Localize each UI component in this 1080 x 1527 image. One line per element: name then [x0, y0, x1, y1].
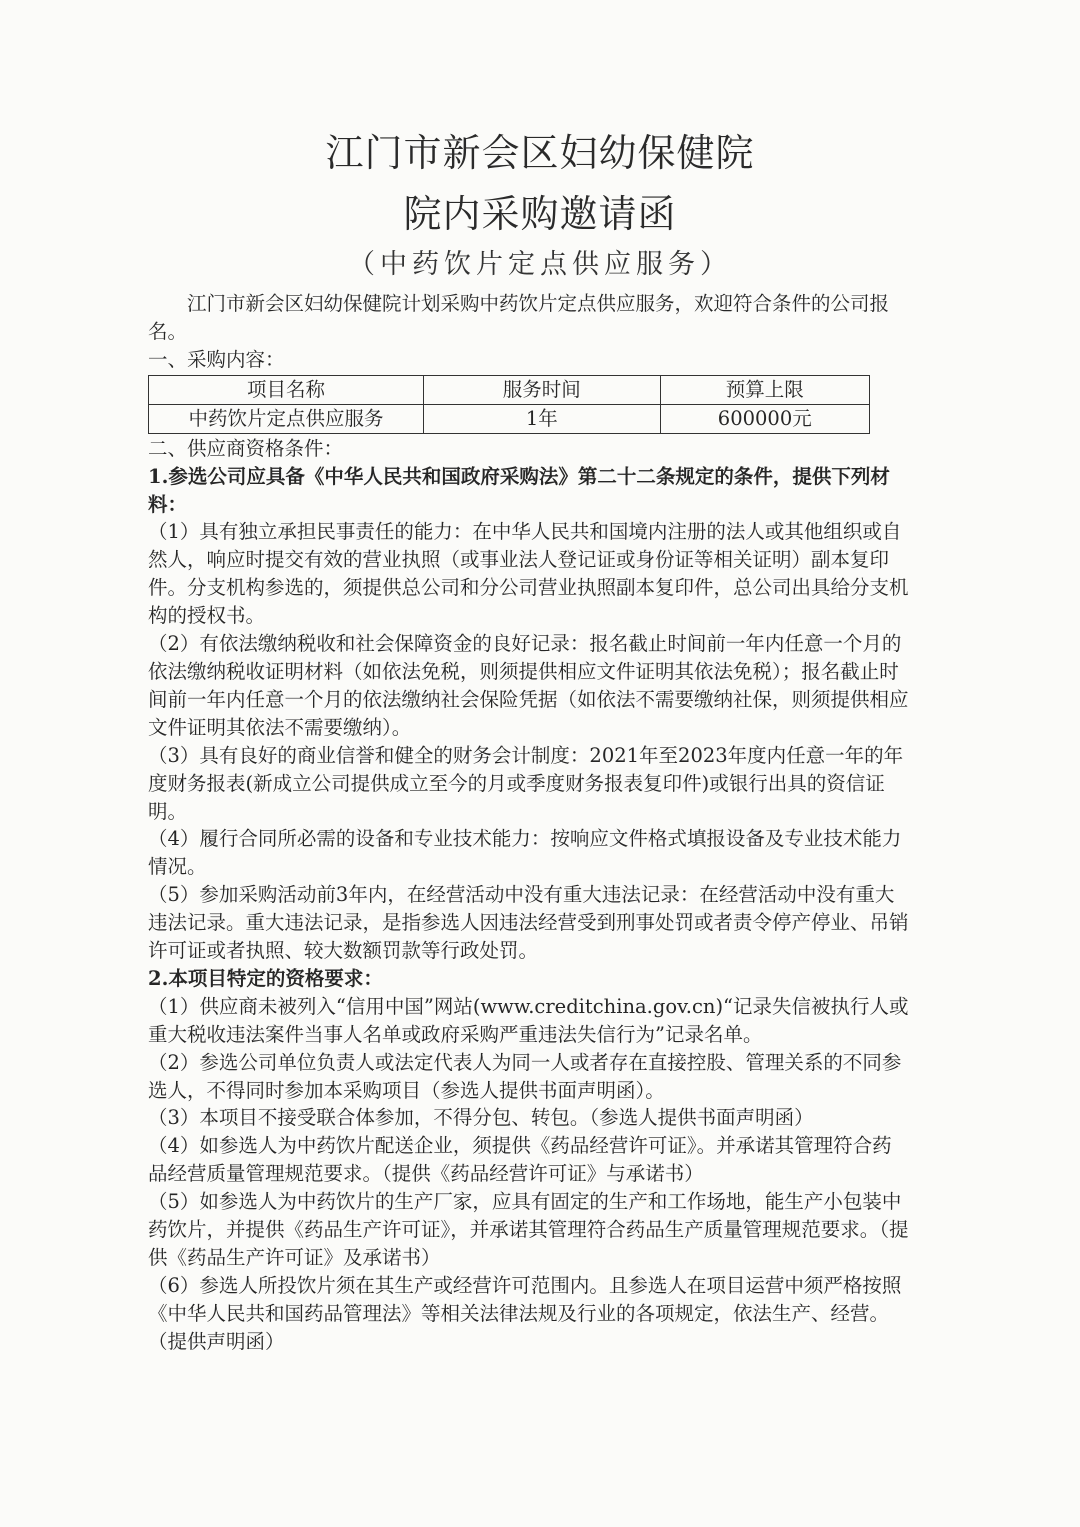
subsection-heading-specific-requirements: 2.本项目特定的资格要求：	[148, 966, 383, 990]
procurement-table	[148, 375, 870, 434]
qualification-item: （2）有依法缴纳税收和社会保障资金的良好记录：报名截止时间前一年内任意一个月的依法缴纳税收证明材料（如依法免税，则须提供相应文件证明其依法免税）；报名截止时间前一年内任意一个月的依法缴纳社会保险凭据（如依法不需要缴纳社保，则须提供相应文件证明其依法不需要缴纳）。	[148, 632, 909, 739]
table-row	[149, 404, 870, 433]
document-body	[148, 290, 910, 1356]
document-subtitle: （中药饮片定点供应服务）	[348, 249, 732, 280]
subsection-heading-general-conditions: 1.参选公司应具备《中华人民共和国政府采购法》第二十二条规定的条件，提供下列材料：	[148, 464, 890, 516]
section-heading-supplier-qualifications: 二、供应商资格条件：	[148, 436, 344, 460]
document-title-hospital: 江门市新会区妇幼保健院	[325, 131, 755, 175]
requirement-item: （6）参选人所投饮片须在其生产或经营许可范围内。且参选人在项目运营中须严格按照《中华人民共和国药品管理法》等相关法律法规及行业的各项规定，依法生产、经营。（提供声明函）	[148, 1273, 902, 1353]
table-cell-budget-limit: 600000元	[660, 404, 869, 433]
qualification-item: （5）参加采购活动前3年内，在经营活动中没有重大违法记录：在经营活动中没有重大违法记录。重大违法记录，是指参选人因违法经营受到刑事处罚或者责令停产停业、吊销许可证或者执照、较大数额罚款等行政处罚。	[148, 883, 909, 963]
table-header-budget-limit: 预算上限	[660, 375, 869, 404]
intro-paragraph: 江门市新会区妇幼保健院计划采购中药饮片定点供应服务，欢迎符合条件的公司报名。	[148, 292, 890, 343]
document-title-invitation: 院内采购邀请函	[403, 192, 677, 236]
qualification-item: （3）具有良好的商业信誉和健全的财务会计制度：2021年至2023年度内任意一年的年度财务报表(新成立公司提供成立至今的月或季度财务报表复印件)或银行出具的资信证明。	[148, 743, 904, 823]
requirement-item: （4）如参选人为中药饮片配送企业，须提供《药品经营许可证》。并承诺其管理符合药品经营质量管理规范要求。（提供《药品经营许可证》与承诺书）	[148, 1134, 892, 1186]
qualification-item: （1）具有独立承担民事责任的能力：在中华人民共和国境内注册的法人或其他组织或自然人，响应时提交有效的营业执照（或事业法人登记证或身份证等相关证明）副本复印件。分支机构参选的，须提供总公司和分公司营业执照副本复印件，总公司出具给分支机构的授权书。	[148, 520, 909, 628]
requirement-item: （5）如参选人为中药饮片的生产厂家，应具有固定的生产和工作场地，能生产小包装中药饮片，并提供《药品生产许可证》，并承诺其管理符合药品生产质量管理规范要求。（提供《药品生产许可证》及承诺书）	[148, 1190, 909, 1269]
table-cell-project-name: 中药饮片定点供应服务	[149, 404, 424, 433]
table-header-project-name: 项目名称	[149, 375, 424, 404]
requirement-item: （1）供应商未被列入“信用中国”网站(www.creditchina.gov.cn)“记录失信被执行人或重大税收违法案件当事人名单或政府采购严重违法失信行为”记录名单。	[148, 994, 909, 1046]
requirement-item: （3）本项目不接受联合体参加，不得分包、转包。（参选人提供书面声明函）	[148, 1106, 814, 1130]
qualification-item: （4）履行合同所必需的设备和专业技术能力：按响应文件格式填报设备及专业技术能力情况。	[148, 827, 902, 879]
table-cell-service-time: 1年	[424, 404, 660, 433]
section-heading-procurement-content: 一、采购内容：	[148, 347, 285, 371]
table-header-row	[149, 375, 870, 404]
table-header-service-time: 服务时间	[424, 375, 660, 404]
requirement-item: （2）参选公司单位负责人或法定代表人为同一人或者存在直接控股、管理关系的不同参选人，不得同时参加本采购项目（参选人提供书面声明函）。	[148, 1050, 902, 1102]
